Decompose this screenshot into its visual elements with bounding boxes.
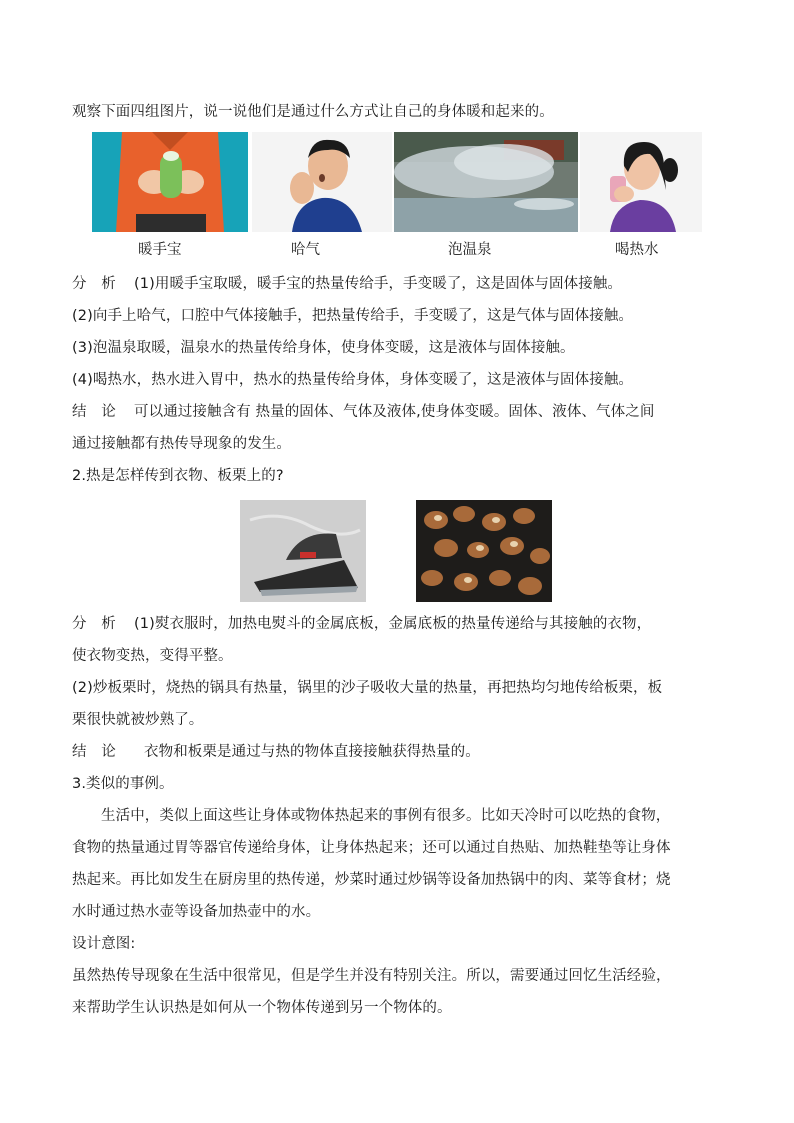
analysis1-item1: 分 析 (1)用暖手宝取暖，暖手宝的热量传给手，手变暖了，这是固体与固体接触。 (72, 268, 724, 300)
photo-row-warming (72, 132, 724, 232)
question-3: 3.类似的事例。 (72, 776, 174, 792)
conclusion-label: 结 论 (72, 404, 116, 420)
analysis2-item2b: 栗很快就被炒熟了。 (72, 712, 204, 728)
para-line4: 水时通过热水壶等设备加热壶中的水。 (72, 904, 321, 920)
photo-iron (240, 500, 366, 602)
document-page (72, 96, 724, 1024)
analysis2-item1a: 分 析 (1)熨衣服时，加热电熨斗的金属底板，金属底板的热量传递给与其接触的衣物， (72, 608, 724, 640)
photo-row-objects (72, 500, 724, 604)
intro-text: 观察下面四组图片，说一说他们是通过什么方式让自己的身体暖和起来的。 (72, 104, 554, 120)
caption-hot-water: 喝热水 (615, 242, 659, 258)
para-line2: 食物的热量通过胃等器官传递给身体，让身体热起来；还可以通过自热贴、加热鞋垫等让身体 (72, 840, 671, 856)
question-2: 2.热是怎样传到衣物、板栗上的? (72, 468, 284, 484)
photo-hot-spring (394, 132, 578, 232)
photo-hot-water (580, 132, 702, 232)
design-line1: 虽然热传导现象在生活中很常见，但是学生并没有特别关注。所以，需要通过回忆生活经验， (72, 968, 671, 984)
caption-hand-warmer: 暖手宝 (138, 242, 182, 258)
photo-hand-warmer (92, 132, 248, 232)
analysis1-item2: (2)向手上哈气，口腔中气体接触手，把热量传给手，手变暖了，这是气体与固体接触。 (72, 308, 634, 324)
conclusion1-line1: 结 论 可以通过接触含有 热量的固体、气体及液体,使身体变暖。固体、液体、气体之间 (72, 396, 724, 428)
analysis2-item2a: (2)炒板栗时，烧热的锅具有热量，锅里的沙子吸收大量的热量，再把热均匀地传给板栗，板 (72, 680, 663, 696)
caption-hot-spring: 泡温泉 (448, 242, 492, 258)
design-title: 设计意图: (72, 936, 136, 952)
conclusion1-line2: 通过接触都有热传导现象的发生。 (72, 436, 291, 452)
photo-chestnuts (416, 500, 552, 602)
analysis1-item3: (3)泡温泉取暖，温泉水的热量传给身体，使身体变暖，这是液体与固体接触。 (72, 340, 575, 356)
conclusion2: 结 论 衣物和板栗是通过与热的物体直接接触获得热量的。 (72, 736, 724, 768)
analysis2-item1b: 使衣物变热，变得平整。 (72, 648, 233, 664)
para-line1: 生活中，类似上面这些让身体或物体热起来的事例有很多。比如天冷时可以吃热的食物， (101, 808, 671, 824)
photo-breath (252, 132, 392, 232)
conclusion2-label: 结 论 (72, 744, 116, 760)
para-line3: 热起来。再比如发生在厨房里的热传递，炒菜时通过炒锅等设备加热锅中的肉、菜等食材；烧 (72, 872, 671, 888)
analysis2-label: 分 析 (72, 616, 116, 632)
analysis-label: 分 析 (72, 276, 116, 292)
design-line2: 来帮助学生认识热是如何从一个物体传递到另一个物体的。 (72, 1000, 452, 1016)
caption-breath: 哈气 (291, 242, 320, 258)
photo-captions (72, 232, 724, 268)
analysis1-item4: (4)喝热水，热水进入胃中，热水的热量传给身体，身体变暖了，这是液体与固体接触。 (72, 372, 634, 388)
